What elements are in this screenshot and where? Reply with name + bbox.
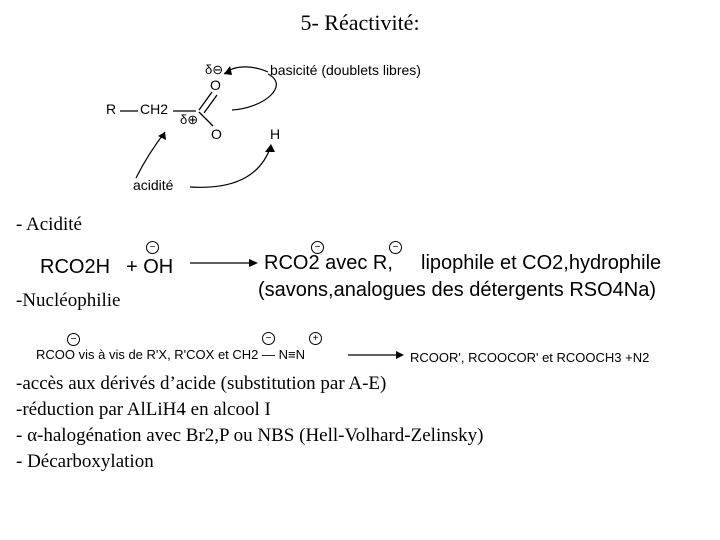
list-item: -accès aux dérivés d’acide (substitution par A-E) xyxy=(16,373,387,394)
list-item: -réduction par AlLiH4 en alcool I xyxy=(16,399,271,420)
ch2-label: CH2 xyxy=(140,101,169,117)
delta-plus-label: δ⊕ xyxy=(180,112,199,127)
diazomethane-carbanion-charge-icon: − xyxy=(262,332,275,345)
reactant-acid: RCO2H xyxy=(40,256,111,278)
acidity-label: acidité xyxy=(133,177,174,193)
oxygen-hydroxyl-label: O xyxy=(211,126,222,142)
diazonium-charge-icon: + xyxy=(309,332,322,345)
other-reactions-list xyxy=(16,371,483,475)
nucleophile-reactants: RCOO vis à vis de R'X, R'COX et CH2 — N≡N xyxy=(36,347,305,362)
hydroxide-reactant: + OH xyxy=(126,256,174,278)
oxygen-carbonyl-label: O xyxy=(210,77,221,93)
carboxylate-ion-charge-icon: − xyxy=(67,333,80,346)
r-group-label: R xyxy=(106,101,117,117)
hydroxide-charge-icon: − xyxy=(146,241,159,254)
page-title: 5- Réactivité: xyxy=(300,10,420,35)
delta-minus-label: δ⊖ xyxy=(205,62,224,77)
hydrogen-label: H xyxy=(270,126,281,142)
lipophile-hydrophile-note: lipophile et CO2,hydrophile xyxy=(421,252,662,274)
nucleophilicity-arrow-head xyxy=(396,351,404,359)
detergent-analogy-note: (savons,analogues des détergents RSO4Na) xyxy=(258,279,657,301)
ester-anhydride-products: RCOOR', RCOOCOR' et RCOOCH3 +N2 xyxy=(410,350,650,365)
list-item: - α-halogénation avec Br2,P ou NBS (Hell-Volhard-Zelinsky) xyxy=(16,425,484,446)
acidity-heading: - Acidité xyxy=(16,214,82,235)
nucleophilicity-heading: -Nucléophilie xyxy=(16,290,121,311)
basicity-label: basicité (doublets libres) xyxy=(270,62,421,78)
carboxylate-charge-icon: − xyxy=(311,241,324,254)
carboxylate-product: RCO2 avec R, xyxy=(264,252,393,274)
r-group-charge-icon: − xyxy=(389,241,402,254)
list-item: - Décarboxylation xyxy=(16,451,154,472)
